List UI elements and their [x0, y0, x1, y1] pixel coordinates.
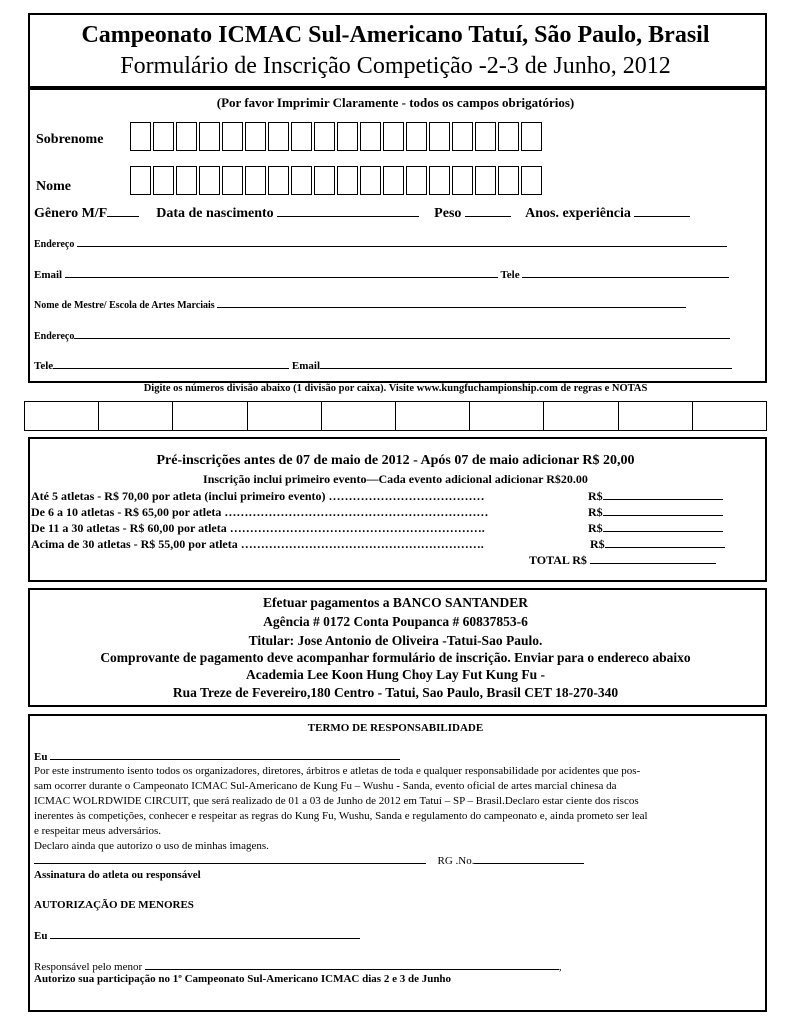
- price-row: [31, 521, 485, 536]
- responsavel-comma: ,: [558, 961, 562, 973]
- signature-field[interactable]: [34, 854, 426, 864]
- email-row: [34, 268, 729, 281]
- termo-paragraph-line: sam ocorrer durante o Campeonato ICMAC Sul-Americano de Kung Fu – Wushu - Sanda, evento oficial de artes marcial chinesa da: [34, 780, 617, 792]
- payment-line: Efetuar pagamentos a BANCO SANTANDER: [262, 595, 528, 610]
- payment-line: Rua Treze de Fevereiro,180 Centro - Tatui, Sao Paulo, Brasil CET 18-270-340: [172, 685, 619, 700]
- menores-eu-row: [34, 929, 360, 942]
- price-row-currency: [588, 521, 723, 536]
- genero-row: [34, 204, 690, 222]
- peso-label: Peso: [434, 206, 462, 221]
- page-title: Campeonato ICMAC Sul-Americano Tatuí, São Paulo, Brasil: [81, 22, 710, 48]
- tele2-label: Tele: [34, 360, 54, 372]
- price-currency: R$: [590, 537, 605, 551]
- nome-boxes[interactable]: [130, 166, 544, 195]
- genero-label: Gênero M/F: [34, 206, 108, 221]
- payment-line: Academia Lee Koon Hung Choy Lay Fut Kung Fu -: [246, 667, 545, 682]
- email2-field[interactable]: [320, 359, 732, 369]
- price-row-currency: [590, 537, 725, 552]
- price-row-text: Até 5 atletas - R$ 70,00 por atleta (inclui primeiro evento) …………………………………: [31, 489, 485, 503]
- email-field[interactable]: [65, 268, 498, 278]
- payment-line: Agência # 0172 Conta Poupanca # 60837853-6: [263, 614, 528, 629]
- mestre-row: [34, 298, 686, 311]
- tele2-field[interactable]: [53, 359, 289, 369]
- total-label: TOTAL R$: [529, 553, 587, 567]
- price-row: [31, 489, 485, 504]
- divisions-instruction: Digite os números divisão abaixo (1 divisão por caixa). Visite www.kungfuchampionship.com de regras e NOTAS: [143, 383, 648, 394]
- experiencia-field[interactable]: [634, 204, 690, 217]
- price-field[interactable]: [603, 505, 723, 516]
- menores-title: AUTORIZAÇÃO DE MENORES: [34, 899, 194, 911]
- mestre-label: Nome de Mestre/ Escola de Artes Marciais: [34, 300, 215, 311]
- tele2-row: [34, 359, 732, 372]
- endereco2-row: [34, 329, 730, 342]
- price-currency: R$: [588, 521, 603, 535]
- payment-line: Comprovante de pagamento deve acompanhar formulário de inscrição. Enviar para o endereco abaixo: [100, 650, 691, 665]
- total-row: [529, 553, 716, 568]
- page-subtitle: Formulário de Inscrição Competição -2-3 de Junho, 2012: [120, 53, 671, 79]
- pricing-heading: Pré-inscrições antes de 07 de maio de 2012 - Após 07 de maio adicionar R$ 20,00: [156, 453, 635, 468]
- responsavel-field[interactable]: [145, 960, 559, 970]
- sobrenome-label: Sobrenome: [36, 132, 104, 147]
- division-box[interactable]: [25, 402, 99, 430]
- price-field[interactable]: [603, 489, 723, 500]
- division-box[interactable]: [693, 402, 766, 430]
- price-currency: R$: [588, 489, 603, 503]
- price-row-text: Acima de 30 atletas - R$ 55,00 por atleta …………………………………………………….: [31, 537, 484, 551]
- endereco-field[interactable]: [77, 237, 727, 247]
- mestre-field[interactable]: [217, 298, 686, 308]
- division-box[interactable]: [173, 402, 247, 430]
- email2-label: Email: [291, 360, 321, 372]
- division-box[interactable]: [544, 402, 618, 430]
- termo-paragraph-line: inerentes às competições, conhecer e respeitar as regras do Kung Fu, Wushu, Sanda e regulamento do campeonato e, ainda prometo ser leal: [34, 810, 648, 822]
- experiencia-label: Anos. experiência: [525, 206, 631, 221]
- endereco-label: Endereço: [34, 239, 75, 250]
- division-box[interactable]: [396, 402, 470, 430]
- termo-paragraph-line: e respeitar meus adversários.: [34, 825, 162, 837]
- termo-imagens: Declaro ainda que autorizo o uso de minhas imagens.: [34, 840, 269, 852]
- signature-row: [34, 854, 584, 867]
- autorizo-text: Autorizo sua participação no 1º Campeonato Sul-Americano ICMAC dias 2 e 3 de Junho: [34, 973, 452, 985]
- pricing-subheading: Inscrição inclui primeiro evento—Cada evento adicional adicionar R$20.00: [203, 472, 588, 486]
- price-row-currency: [588, 489, 723, 504]
- termo-paragraph-line: ICMAC WOLRDWIDE CIRCUIT, que será realizado de 01 a 03 de Junho de 2012 em Tatuí – SP – Brasil.Declaro estar ciente dos riscos: [34, 795, 639, 807]
- responsavel-label: Responsável pelo menor: [34, 961, 143, 973]
- division-box[interactable]: [99, 402, 173, 430]
- nascimento-label: Data de nascimento: [156, 206, 274, 221]
- nome-label: Nome: [36, 179, 71, 194]
- menores-eu-field[interactable]: [50, 929, 360, 939]
- assinatura-label: Assinatura do atleta ou responsável: [34, 869, 201, 881]
- endereco2-field[interactable]: [74, 329, 730, 339]
- form-instruction: (Por favor Imprimir Claramente - todos os campos obrigatórios): [216, 95, 575, 110]
- peso-field[interactable]: [465, 204, 511, 217]
- price-row-currency: [588, 505, 723, 520]
- email-label: Email: [34, 269, 63, 281]
- division-box[interactable]: [248, 402, 322, 430]
- menores-eu-label: Eu: [34, 930, 48, 942]
- price-currency: R$: [588, 505, 603, 519]
- responsavel-row: [34, 960, 562, 973]
- price-row: [31, 505, 488, 520]
- endereco-row: [34, 237, 727, 250]
- termo-eu-row: [34, 750, 400, 763]
- division-box[interactable]: [322, 402, 396, 430]
- price-row: [31, 537, 484, 552]
- price-row-text: De 6 a 10 atletas - R$ 65,00 por atleta …………………………………………………………: [31, 505, 489, 519]
- termo-paragraph-line: Por este instrumento isento todos os organizadores, diretores, árbitros e atletas de toda e qualquer responsabilidade por acidentes que pos-: [34, 765, 641, 777]
- division-box[interactable]: [619, 402, 693, 430]
- price-row-text: De 11 a 30 atletas - R$ 60,00 por atleta ……………………………………………………….: [31, 521, 485, 535]
- rg-field[interactable]: [474, 854, 584, 864]
- tele-field[interactable]: [522, 268, 729, 278]
- division-box[interactable]: [470, 402, 544, 430]
- endereco2-label: Endereço: [34, 331, 75, 342]
- nascimento-field[interactable]: [277, 204, 419, 217]
- sobrenome-boxes[interactable]: [130, 122, 544, 151]
- termo-eu-field[interactable]: [50, 750, 400, 760]
- termo-title: TERMO DE RESPONSABILIDADE: [307, 722, 484, 734]
- rg-label: RG .No.: [437, 855, 475, 867]
- price-field[interactable]: [603, 521, 723, 532]
- payment-line: Titular: Jose Antonio de Oliveira -Tatui-Sao Paulo.: [248, 633, 543, 648]
- total-field[interactable]: [590, 553, 716, 564]
- price-field[interactable]: [605, 537, 725, 548]
- genero-field[interactable]: [107, 204, 139, 217]
- tele-label: Tele: [500, 269, 520, 281]
- division-boxes: [24, 401, 767, 431]
- termo-eu-label: Eu: [34, 751, 48, 763]
